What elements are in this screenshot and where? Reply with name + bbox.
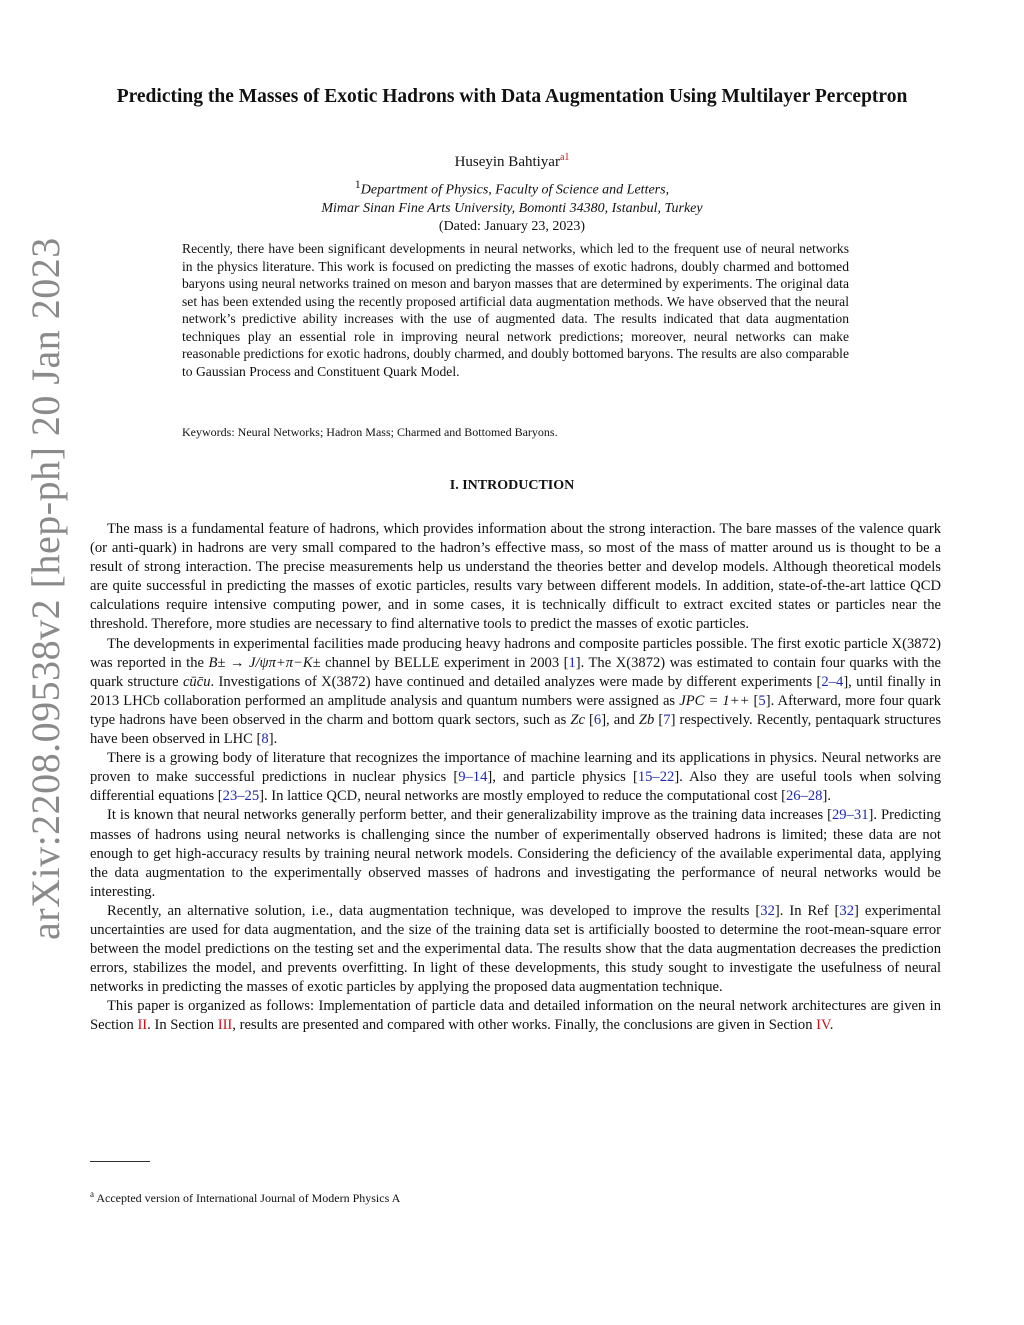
paragraph-3	[90, 749, 941, 806]
citation-link[interactable]: 32	[839, 902, 854, 919]
quark-structure: cūc̄u	[182, 673, 211, 690]
citation-link[interactable]: 7	[663, 711, 671, 728]
section-heading: I. INTRODUCTION	[449, 478, 575, 493]
affiliation-superscript: 1	[354, 178, 361, 191]
paragraph-1: The mass is a fundamental feature of hadrons, which provides information about the strong interaction. The bare masses of the valence quark (or anti-quark) in hadrons are very small compared to the hadron’s effective mass, so most of the mass of matter around us is thought to be a result of strong interaction. The precise measurements help us understand the theories better and develop models. Although theoretical models are quite successful in predicting the masses of exotic particles, results vary between different models. In addition, state-of-the-art lattice QCD calculations require intensive computing power, and in some cases, it is technically difficult to extract excited states or particles near the threshold. Therefore, more studies are necessary to find alternative tools to predict the masses of exotic particles.	[90, 521, 941, 633]
footnote	[90, 1189, 400, 1206]
text-span: ]. The X(3872) was estimated to contain four quarks with the quark structure	[90, 654, 941, 690]
text-span: , results are presented and compared with other works. Finally, the conclusions are given in Section	[232, 1017, 817, 1034]
affiliation-line-2: Mimar Sinan Fine Arts University, Bomonti 34380, Istanbul, Turkey	[321, 200, 703, 216]
text-span: There is a growing body of literature that recognizes the importance of machine learning and its applications in physics. Neural networks are proven to make successful predictions in nuclear physics [	[90, 750, 941, 786]
text-span: This paper is organized as follows: Implementation of particle data and detailed information on the neural network architectures are given in Section	[90, 998, 941, 1034]
text-span: channel by BELLE experiment in 2003 [	[320, 654, 569, 671]
paragraph-6	[90, 997, 941, 1035]
abstract: Recently, there have been significant developments in neural networks, which led to the frequent use of neural networks in the physics literature. This work is focused on predicting the masses of exotic hadrons, doubly charmed and bottomed baryons using neural networks trained on meson and baryon masses that are determined by experiments. The original data set has been extended using the recently proposed artificial data augmentation methods. We have observed that the neural network’s predictive ability increases with the use of augmented data. The results indicated that data augmentation techniques play an essential role in improving neural network predictions; moreover, neural networks can make reasonable predictions for exotic hadrons, doubly charmed, and doubly bottomed baryons. The results are also comparable to Gaussian Process and Constituent Quark Model.	[182, 241, 849, 379]
text-span: . In Section	[147, 1017, 218, 1034]
citation-link[interactable]: 2–4	[821, 673, 844, 690]
text-span: ]. Afterward, more four quark type hadrons have been observed in the charm and bottom quark sectors, such as	[90, 692, 942, 728]
text-span: ] respectively. Recently, pentaquark structures have been observed in LHC [	[90, 711, 942, 748]
footnote-marker: a	[90, 1189, 94, 1199]
text-span: ].	[268, 731, 278, 748]
citation-link[interactable]: 23–25	[222, 788, 260, 805]
text-span: [	[654, 711, 664, 728]
footnote-text: Accepted version of International Journal of Modern Physics A	[96, 1191, 401, 1205]
text-span: . Investigations of X(3872) have continued and detailed analyzes were made by different experiments [	[210, 673, 822, 690]
section-link[interactable]: III	[217, 1017, 233, 1034]
author-line	[0, 152, 1024, 171]
footnote-divider	[90, 1161, 150, 1162]
paragraph-5	[90, 902, 941, 997]
zc-symbol: Zc	[570, 711, 585, 728]
body-text	[90, 520, 941, 1036]
text-span: ].	[822, 788, 831, 805]
decay-channel: B± → J/ψπ+π−K±	[208, 654, 321, 671]
text-span: ] experimental uncertainties are used for data augmentation, and the size of the training data set is artificially boosted to determine the root-mean-square error between the model predictions on the testing set and the experimental data. The results show that the data augmentation decreases the prediction errors, stabilizes the model, and prevents overfitting. In light of these developments, this study sought to investigate the usefulness of neural networks in predicting the masses of exotic particles by applying the proposed data augmentation technique.	[90, 902, 942, 996]
citation-link[interactable]: 1	[568, 654, 576, 671]
citation-link[interactable]: 29–31	[832, 807, 869, 824]
citation-link[interactable]: 26–28	[785, 788, 823, 805]
text-span: [	[749, 692, 759, 709]
text-span: .	[829, 1017, 834, 1034]
citation-link[interactable]: 15–22	[637, 769, 675, 786]
text-span: ], and particle physics [	[487, 769, 638, 786]
citation-link[interactable]: 8	[261, 731, 269, 748]
citation-link[interactable]: 9–14	[458, 769, 488, 786]
section-link[interactable]: II	[137, 1017, 148, 1034]
text-span: It is known that neural networks generally perform better, and their generalizability improve as the training data increases [	[107, 807, 832, 824]
text-span: ]. In Ref [	[774, 902, 840, 919]
paragraph-2	[90, 635, 941, 750]
paragraph-4	[90, 806, 941, 901]
citation-link[interactable]: 32	[760, 902, 775, 919]
affiliation	[0, 176, 1024, 236]
paper-title: Predicting the Masses of Exotic Hadrons with Data Augmentation Using Multilayer Perceptron	[116, 86, 908, 107]
quantum-numbers: JPC = 1++	[679, 692, 750, 709]
text-span: The developments in experimental facilities made producing heavy hadrons and composite particles possible. The first exotic particle X(3872) was reported in the	[90, 635, 941, 671]
date-line: (Dated: January 23, 2023)	[438, 218, 586, 234]
affiliation-line-1: Department of Physics, Faculty of Science and Letters,	[360, 182, 670, 198]
text-span: ]. In lattice QCD, neural networks are mostly employed to reduce the computational cost [	[259, 788, 786, 805]
citation-link[interactable]: 6	[593, 711, 602, 728]
section-link[interactable]: IV	[816, 1017, 830, 1034]
zb-symbol: Zb	[638, 711, 655, 728]
text-span: ]. Also they are useful tools when solving differential equations [	[90, 769, 941, 805]
citation-link[interactable]: 5	[758, 692, 766, 709]
text-span: ], and	[601, 711, 639, 728]
text-span: Recently, an alternative solution, i.e., data augmentation technique, was developed to improve the results [	[107, 902, 761, 919]
text-span: [	[584, 711, 594, 728]
text-span: ], until finally in 2013 LHCb collaboration performed an amplitude analysis and quantum numbers were assigned as	[90, 673, 941, 709]
arxiv-identifier: arXiv:2208.09538v2 [hep-ph] 20 Jan 2023	[23, 237, 68, 940]
text-span: ]. Predicting masses of hadrons using neural networks is challenging since the number of experimentally observed hadrons is limited; these data are not enough to get high-accuracy results by training neural network models. Considering the deficiency of the available experimental data, applying the data augmentation to the experimentally observed masses of hadrons and investigating the performance of neural networks would be interesting.	[90, 807, 941, 900]
author-name: Huseyin Bahtiyar	[454, 154, 560, 170]
keywords: Keywords: Neural Networks; Hadron Mass; Charmed and Bottomed Baryons.	[182, 425, 558, 439]
author-superscript[interactable]: a1	[559, 152, 570, 163]
